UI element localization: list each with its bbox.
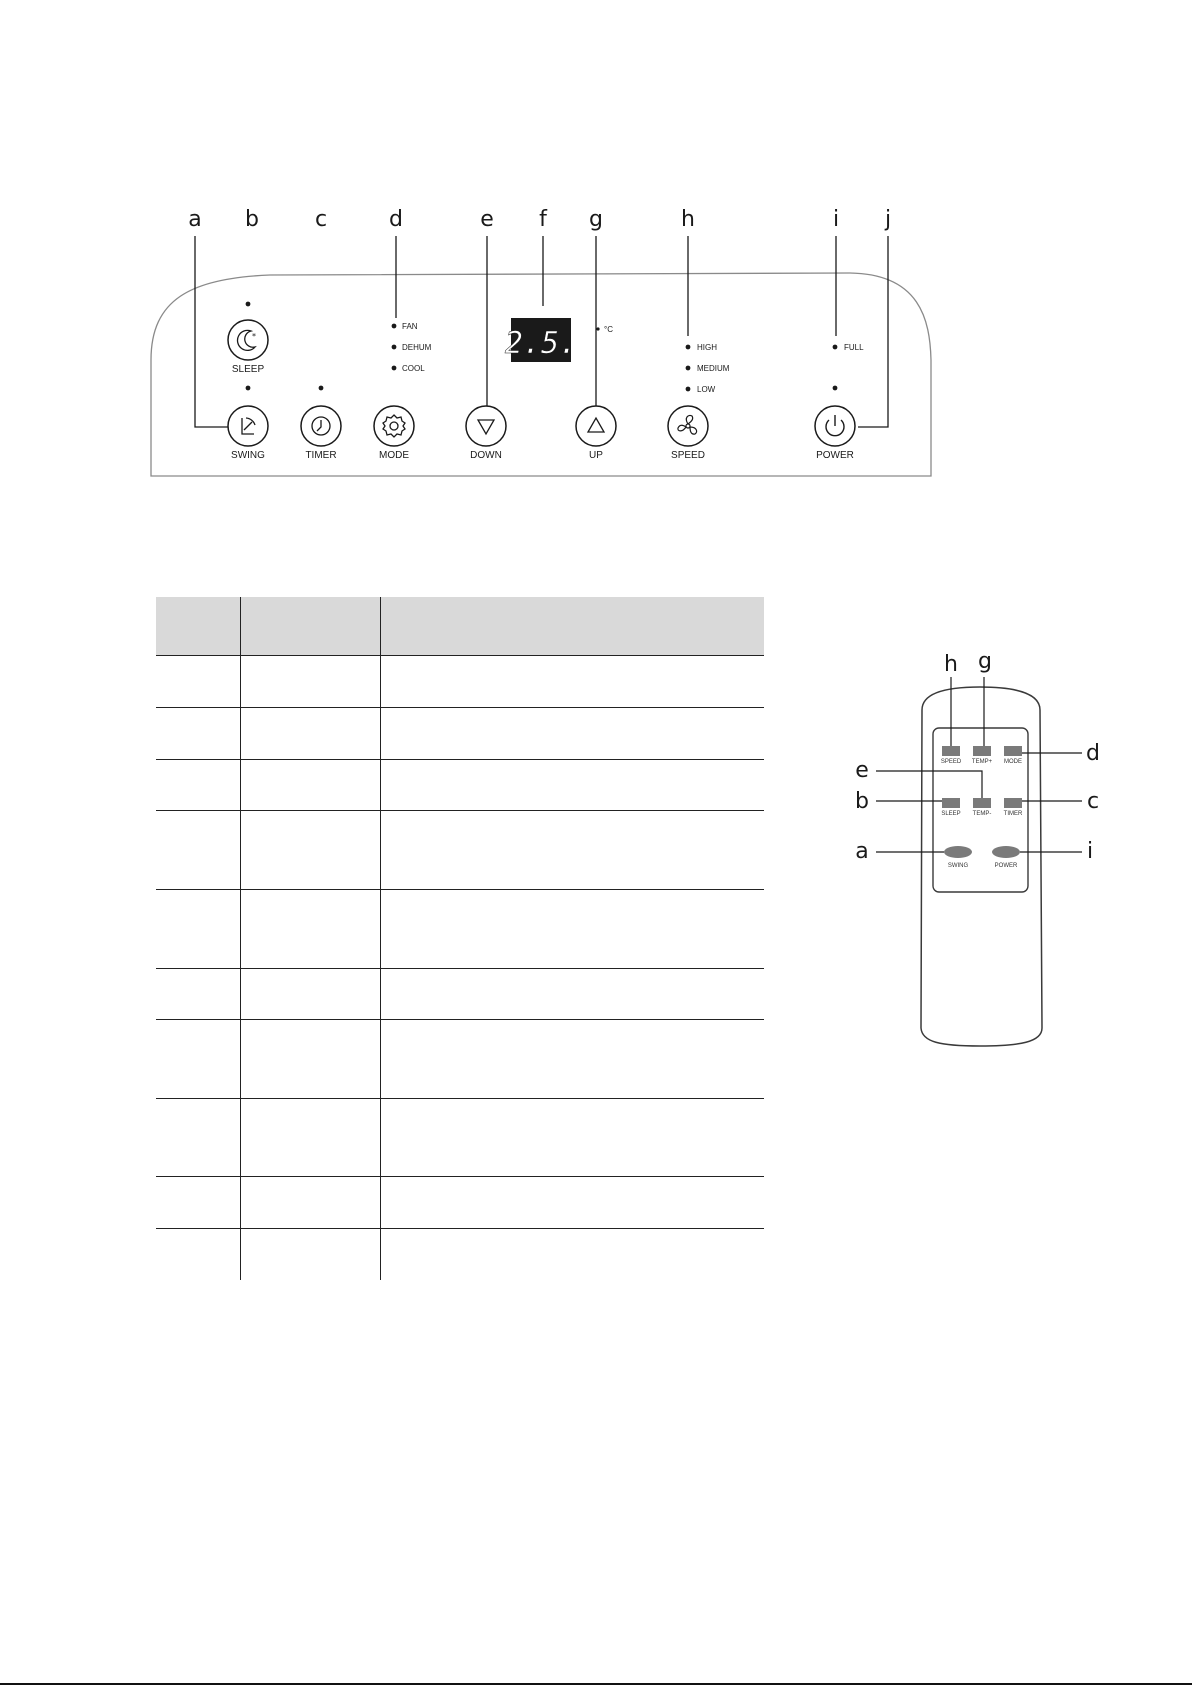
remote-callout-d: d	[1086, 741, 1100, 766]
remote-control-diagram	[850, 650, 1150, 1070]
table-row	[156, 1020, 764, 1099]
indicator-full: FULL	[844, 343, 864, 352]
remote-label-swing: SWING	[947, 863, 969, 869]
callout-j: j	[884, 207, 892, 232]
display-unit: °C	[604, 325, 613, 334]
indicator-dehum: DEHUM	[402, 343, 432, 352]
speed-button[interactable]	[668, 406, 708, 446]
table-row	[156, 1177, 764, 1229]
down-button[interactable]	[466, 406, 506, 446]
remote-body	[921, 687, 1042, 1046]
table-row	[156, 708, 764, 760]
svg-text:*: *	[252, 332, 256, 341]
remote-key-temp-minus[interactable]	[973, 798, 991, 808]
temperature-display	[505, 318, 577, 362]
callout-i: i	[832, 207, 840, 232]
panel-callouts	[188, 207, 891, 232]
power-button[interactable]	[815, 406, 855, 446]
table-row	[156, 1229, 764, 1280]
remote-callout-c: c	[1086, 789, 1100, 814]
remote-key-swing[interactable]	[944, 846, 972, 858]
up-button[interactable]	[576, 406, 616, 446]
callout-d: d	[389, 207, 403, 232]
remote-callout-a: a	[855, 839, 869, 864]
callout-f: f	[539, 207, 547, 232]
indicator-low: LOW	[697, 385, 716, 394]
remote-callout-i: i	[1086, 839, 1094, 864]
indicator-medium: MEDIUM	[697, 364, 730, 373]
remote-label-timer: TIMER	[1003, 811, 1023, 817]
remote-label-temp-minus: TEMP-	[972, 811, 992, 817]
remote-key-sleep[interactable]	[942, 798, 960, 808]
table-row	[156, 890, 764, 969]
indicator-fan: FAN	[402, 322, 418, 331]
remote-callout-b: b	[855, 789, 869, 814]
callout-g: g	[589, 207, 603, 232]
table-row	[156, 969, 764, 1020]
callout-h: h	[681, 207, 695, 232]
table-row	[156, 1099, 764, 1177]
remote-callout-h: h	[944, 652, 958, 677]
callout-a: a	[188, 207, 202, 232]
timer-button[interactable]	[301, 406, 341, 446]
remote-key-temp-plus[interactable]	[973, 746, 991, 756]
down-label: DOWN	[470, 450, 502, 461]
control-panel-diagram	[0, 0, 1192, 500]
callout-e: e	[480, 207, 494, 232]
remote-callout-g: g	[978, 649, 992, 674]
timer-label: TIMER	[305, 450, 337, 461]
swing-label: SWING	[231, 450, 265, 461]
power-label: POWER	[816, 450, 854, 461]
remote-label-sleep: SLEEP	[941, 811, 961, 817]
remote-key-speed[interactable]	[942, 746, 960, 756]
remote-label-power: POWER	[994, 863, 1018, 869]
remote-key-timer[interactable]	[1004, 798, 1022, 808]
display-value: 2.5.	[504, 326, 578, 361]
specification-table	[156, 597, 764, 1280]
up-label: UP	[589, 450, 603, 461]
table-row	[156, 811, 764, 890]
callout-b: b	[245, 207, 259, 232]
remote-key-mode[interactable]	[1004, 746, 1022, 756]
table-row	[156, 760, 764, 811]
sleep-label: SLEEP	[231, 364, 265, 375]
remote-label-speed: SPEED	[940, 759, 962, 765]
remote-label-temp-plus: TEMP+	[971, 759, 993, 765]
indicator-cool: COOL	[402, 364, 425, 373]
table-row	[156, 656, 764, 708]
table-header-row	[156, 597, 764, 656]
remote-key-power[interactable]	[992, 846, 1020, 858]
indicator-high: HIGH	[697, 343, 717, 352]
swing-button[interactable]	[228, 406, 268, 446]
sleep-button[interactable]	[228, 320, 268, 360]
panel-outline	[151, 273, 931, 476]
remote-label-mode: MODE	[1004, 759, 1022, 765]
speed-label: SPEED	[671, 450, 705, 461]
callout-c: c	[314, 207, 328, 232]
mode-button[interactable]	[374, 406, 414, 446]
remote-callout-e: e	[855, 758, 869, 783]
mode-label: MODE	[379, 450, 409, 461]
